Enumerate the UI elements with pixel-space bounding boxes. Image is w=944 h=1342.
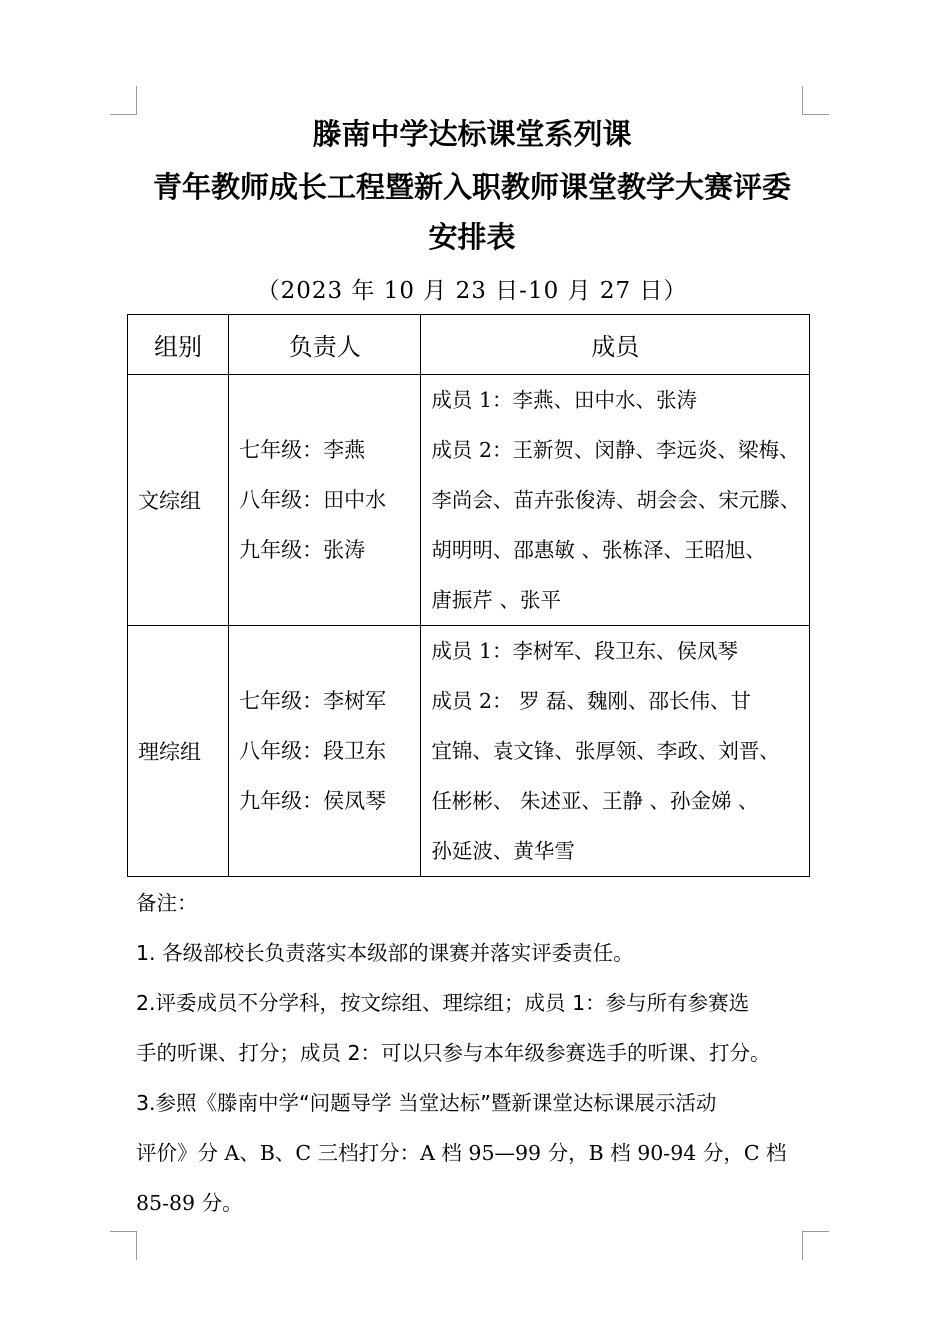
note-item-2-text: 2.评委成员不分学科，按文综组、理综组；成员 1：参与所有参赛选 (136, 991, 750, 1015)
judges-table (127, 314, 810, 877)
note-item-1 (136, 936, 816, 966)
note-item-2-line-1 (136, 986, 816, 1016)
note-item-2-line-2 (136, 1036, 816, 1066)
note-item-1-text: 1. 各级部校长负责落实本级部的课赛并落实评委责任。 (136, 941, 634, 965)
crop-mark-top-left (110, 86, 137, 115)
note-item-3-line-1 (136, 1086, 816, 1116)
note-item-3-line-3 (136, 1186, 816, 1216)
members-line: 成员 2： 罗 磊、魏刚、邵长伟、甘 (431, 689, 752, 713)
group-name: 文综组 (128, 375, 229, 626)
table-header-row (128, 315, 810, 375)
note-item-3-line-2 (136, 1136, 816, 1166)
members-cell (421, 626, 810, 877)
title-line-3: 安排表 (428, 220, 516, 254)
note-item-3-text: 3.参照《滕南中学“问题导学 当堂达标”暨新课堂达标课展示活动 (136, 1091, 717, 1115)
date-range: （2023 年 10 月 23 日-10 月 27 日） (256, 278, 688, 304)
notes-heading (136, 886, 816, 916)
members-cell (421, 375, 810, 626)
header-group: 组别 (128, 315, 229, 375)
leader-grade-9: 九年级：张涛 (239, 538, 366, 562)
leader-grade-8: 八年级：田中水 (239, 488, 387, 512)
members-line: 成员 2：王新贺、闵静、李远炎、梁梅、 (431, 438, 800, 462)
leader-cell (229, 375, 421, 626)
note-item-3-text: 评价》分 A、B、C 三档打分：A 档 95—99 分，B 档 90-94 分，C 档 (136, 1141, 787, 1165)
members-line: 李尚会、苗卉张俊涛、胡会会、宋元滕、 (431, 488, 801, 512)
members-line: 宜锦、袁文锋、张厚领、李政、刘晋、 (431, 739, 780, 763)
title-line-1: 滕南中学达标课堂系列课 (312, 117, 632, 151)
members-line: 孙延波、黄华雪 (431, 839, 575, 863)
note-item-2-text: 手的听课、打分；成员 2：可以只参与本年级参赛选手的听课、打分。 (136, 1041, 771, 1065)
group-name: 理综组 (128, 626, 229, 877)
members-line: 胡明明、邵惠敏 、张栋泽、王昭旭、 (431, 538, 766, 562)
table-row (128, 375, 810, 626)
leader-grade-7: 七年级：李树军 (239, 689, 387, 713)
members-line: 成员 1：李燕、田中水、张涛 (431, 388, 697, 412)
members-line: 成员 1：李树军、段卫东、侯凤琴 (431, 639, 738, 663)
notes-heading-text: 备注： (136, 891, 198, 915)
leader-grade-8: 八年级：段卫东 (239, 739, 387, 763)
leader-grade-9: 九年级：侯凤琴 (239, 789, 387, 813)
title-line-2: 青年教师成长工程暨新入职教师课堂教学大赛评委 (152, 170, 791, 204)
crop-mark-bottom-right (802, 1231, 829, 1260)
crop-mark-bottom-left (110, 1231, 137, 1260)
table-row (128, 626, 810, 877)
members-line: 唐振芹 、张平 (431, 588, 561, 612)
note-item-3-text: 85-89 分。 (136, 1191, 243, 1215)
header-leader: 负责人 (229, 315, 421, 375)
members-line: 任彬彬、 朱述亚、王静 、孙金娣 、 (431, 789, 759, 813)
crop-mark-top-right (802, 86, 829, 115)
leader-cell (229, 626, 421, 877)
leader-grade-7: 七年级：李燕 (239, 438, 366, 462)
header-members: 成员 (421, 315, 810, 375)
